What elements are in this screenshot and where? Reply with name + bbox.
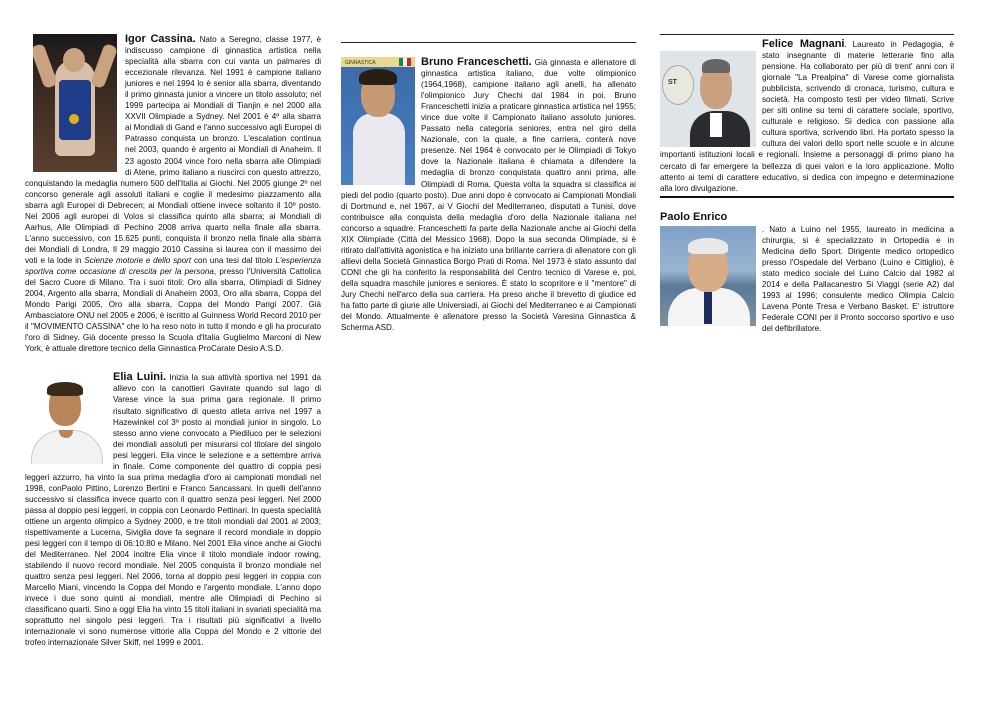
bio-text: con una tesi dal titolo	[191, 255, 276, 265]
name-paolo-enrico: Paolo Enrico	[660, 210, 728, 223]
bio-italic: L'esperienza sportiva come occasione di crescita per la persona	[25, 255, 322, 276]
photo-elia-luini	[25, 374, 107, 464]
photo-paolo-enrico	[660, 226, 756, 326]
photo-bruno-franceschetti	[341, 57, 415, 185]
bio-text: . Laureato in Pedagogia, è stato insegnante di materie letterarie fino alla pensione. Ha collaborato per più di trent' anni con il giornale "La Prealpina" di Varese come giornalista pubblicista, scrivendo di cronaca, turismo, cultura e società. Ha composto testi per video filmati. Scrive per siti online su temi di carattere sociale, sportivo, culturale e religioso. Si dedica con passione alla cultura sportiva, scrivendo libri. Ha portato spesso la cultura dei valori dello sport nelle scuole e in alcune importanti istituzioni locali e regionali. Insieme a personaggi di primo piano ha cercato di far emergere la bellezza di quei valori e la loro applicazione. Molto attento ai temi di carattere educativo, si dedica con impegno e determinazione alla loro divulgazione.	[660, 40, 955, 193]
bio-text: Inizia la sua attività sportiva nel 1991 da allievo con la canottieri Gavirate quando sul lago di Varese vince la sua prima gara regionale. Il primo risultato significativo di questo atleta arriva nel 1997 a Hazewinkel col 3º posto ai mondiali junior in singolo. Lo stesso anno viene convocato a Piediluco per le selezioni dei mondiali assoluti per misurarsi col titolare del singolo pesi leggeri. Elia vince le selezione e a settembre arriva in finale. Come componente del quattro di coppia pesi leggeri azzurro, ha vinto la sua prima medaglia d'oro ai campionati mondiali nel 1998, conPaolo Pittino, Lorenzo Bertini e Franco Sancassani. In quelli dell'anno successivo si classifica invece quarto con il quattro senza pesi leggeri. Nel 2000 passa al doppio pesi leggeri, in coppia con Leonardo Pettinari. In questa specialità ottiene un argento olimpico a Sydney 2000, e tre titoli mondiali dal 2001 al 2003; rispettivamente a Lucerna, Siviglia dove fa segnare il record mondiale in doppio pesi leggeri con il tempo di 06:10:80 e Milano. Nel 2001 Elia vince anche ai Giochi del Mediterraneo. Nel 2004 inoltre Elia vince il titolo mondiale indoor rowing, stabilendo il nuovo record mondiale. Nel 2005 conquista il bronzo mondiale nel quattro senza pesi leggeri. Nel 2006, torna al doppio pesi leggeri in coppia con Marcello Miani, vincendo la Coppa del Mondo e l'argento mondiale. L'anno dopo invece i due sono quinti ai mondiali, mentre alle Olimpiadi di Pechino si classificano quarti. Sino a oggi Elia ha vinto 15 titoli italiani in svariati specialità ma soprattutto nel singolo pesi leggeri. Tra i risultati più significativi a livello internazionale vi sono numerose vittorie alla Coppa del Mondo e 2 vittorie del trofeo internazionale Silver Skiff, nel 1999 e 2001.	[25, 373, 321, 648]
section-divider	[660, 196, 954, 198]
name-igor-cassina: Igor Cassina.	[125, 33, 196, 45]
bio-igor-cassina	[25, 34, 321, 354]
bio-text: , presso l'Università Cattolica del Sacro Cuore di Milano. Tra i suoi titoli: Oro alla sbarra, Olimpiadi di Sidney 2004, Argento alla sbarra, Mondiali di Anaheim 2003, Oro alla sbarra, Coppa del Mondo Parigi 2005, Oro alla sbarra, Coppa del Mondo Parigi 2007. Già Ambasciatore ONU nel 2005 e 2006, è iscritto al Guinness World Record 2010 per il "MOVIMENTO CASSINA" che lo ha reso noto in tutto il mondo e gli ha procurato l'oro di Sidney. Già docente presso la Scuola d'Italia Guglielmo Marconi di New York, è attuale direttore tecnico della Ginnastica ProCarate Desio A.S.D.	[25, 266, 322, 354]
bio-italic: Scienze motorie e dello sport	[84, 255, 192, 265]
name-felice-magnani: Felice Magnani	[762, 38, 845, 50]
photo-felice-magnani: ST	[660, 51, 756, 147]
bio-paolo-enrico	[660, 212, 954, 335]
section-divider	[341, 42, 636, 43]
bio-text: . Nato a Luino nel 1955, laureato in medicina a chirurgia, si è specializzato in Ortopedia e in Medicina dello Sport. Dirigente medico ortopedico presso l'Ospedale del Verbano (Luino e Cittiglio), è stato medico sociale del Luino Calcio dal 1982 al 2014 e della Pallacanestro Si Viaggi (serie A2) dal 1993 al 1996; consulente medico Olimpia Calcio Lavena Ponte Tresa e Verbano Basket. E' istruttore Federale CONI per il Pronto soccorso sportivo e uso del defibrillatore.	[762, 224, 954, 334]
bio-text: Nato a Seregno, classe 1977, è indiscusso campione di ginnastica artistica nella specialità alla sbarra con cui vanta un palmares di eccezionale rilevanza. Nel 1991 è campione italiano juniores e nel 1994 lo è senior alla sbarra, diventando il primo ginnasta junior a vincere un titolo assoluto; nel 1999 partecipa ai Mondiali di Tianjin e nel 2000 alla XXVII Olimpiade a Sydney. Nel 2001 è 4º alla sbarra ai Mondiali di Gand e l'anno successivo agli Europei di Patrasso conquista un bronzo. L'escalation continua nel 2003, quando è argento ai Mondiali di Anaheim. Il 23 agosto 2004 vince l'oro nella sbarra alle Olimpiadi di Atene, primo italiano a riuscirci con questo attrezzo, conquistando la medaglia numero 500 dell'Italia ai Giochi. Nel 2005 giunge 2º nel concorso generale agli assoluti italiani e coglie il medesimo piazzamento alla sbarra agli Europei di Debrecen; ai Mondiali ottiene invece soltanto il 10º posto. Nel 2006 agli europei di Volos si classifica quinto alla sbarra; ai Mondiali di Aarhus, Alle Olimpiadi di Pechino 2008 arriva quarto nella finale alla sbarra. L'anno successivo, con 15.625 punti, conquista il bronzo nella finale alla sbarra dei Mondiali di Londra, Il 29 maggio 2010 Cassina si laurea con il massimo dei voti e la lode in	[25, 35, 322, 265]
column-middle	[341, 34, 636, 333]
photo-igor-cassina	[33, 34, 117, 172]
bio-felice-magnani	[660, 39, 954, 194]
column-right	[660, 34, 954, 334]
name-elia-luini: Elia Luini.	[113, 371, 167, 384]
name-bruno-franceschetti: Bruno Franceschetti.	[421, 56, 532, 68]
top-rule	[660, 34, 954, 35]
badge-label: GINNASTICA	[345, 60, 376, 66]
bio-text: Già ginnasta e allenatore di ginnastica artistica italiano, due volte olimpionico (1964,1968), campione italiano agli anelli, ha allenato l'olimpionico Jury Chechi dal 1984 in poi. Bruno Franceschetti inizia a praticare ginnastica artistica nel 1955; vince due volte il Campionato italiano assoluto juniores. Passato nella categoria seniores, entra nel giro della Nazionale, con la quale, a fine carriera, conterà nove presenze. Nel 1964 è convocato per le Olimpiadi di Tokyo dove la Nazionale italiana è chiamata a difendere la medaglia di bronzo conquistata quattro anni prima, alle Olimpiadi di Roma. Questa volta la squadra si classifica ai piedi del podio (quarto posto). Due anni dopo è convocato ai Campionati Mondiali di Dortmund e, nel 1967, ai V Giochi del Mediterraneo, disputati a Tunisi, dove contribuisce alla conquista della medaglia d'oro della Nazionale italiana nel concorso a squadre. Franceschetti fa parte della Nazionale anche ai Giochi della XIX Olimpiade (Città del Messico 1968). Dopo la sua seconda Olimpiade, si è ritirato dall'attività agonistica e ha iniziato una brillante carriera di allenatore con gli allievi della Società Ginnastica Borgo Prati di Roma. Nel 1973 è stato assunto dal CONI che gli ha conferito la responsabilità del Centro tecnico di Varese e, poi, della squadra maschile juniores e seniores. È stato lo scopritore e il "mentore" di Jury Chechi nell'arco della sua carriera. Ha preso anche il brevetto di giudice ed ha fatto parte di giurie alle Universiadi, ai Giochi del Mediterraneo e ai Campionati del Mondo. Attualmente è allenatore presso la Società Varesina Ginnastica & Scherma ASD.	[341, 58, 636, 333]
column-left	[25, 34, 321, 649]
bio-bruno-franceschetti	[341, 57, 636, 333]
